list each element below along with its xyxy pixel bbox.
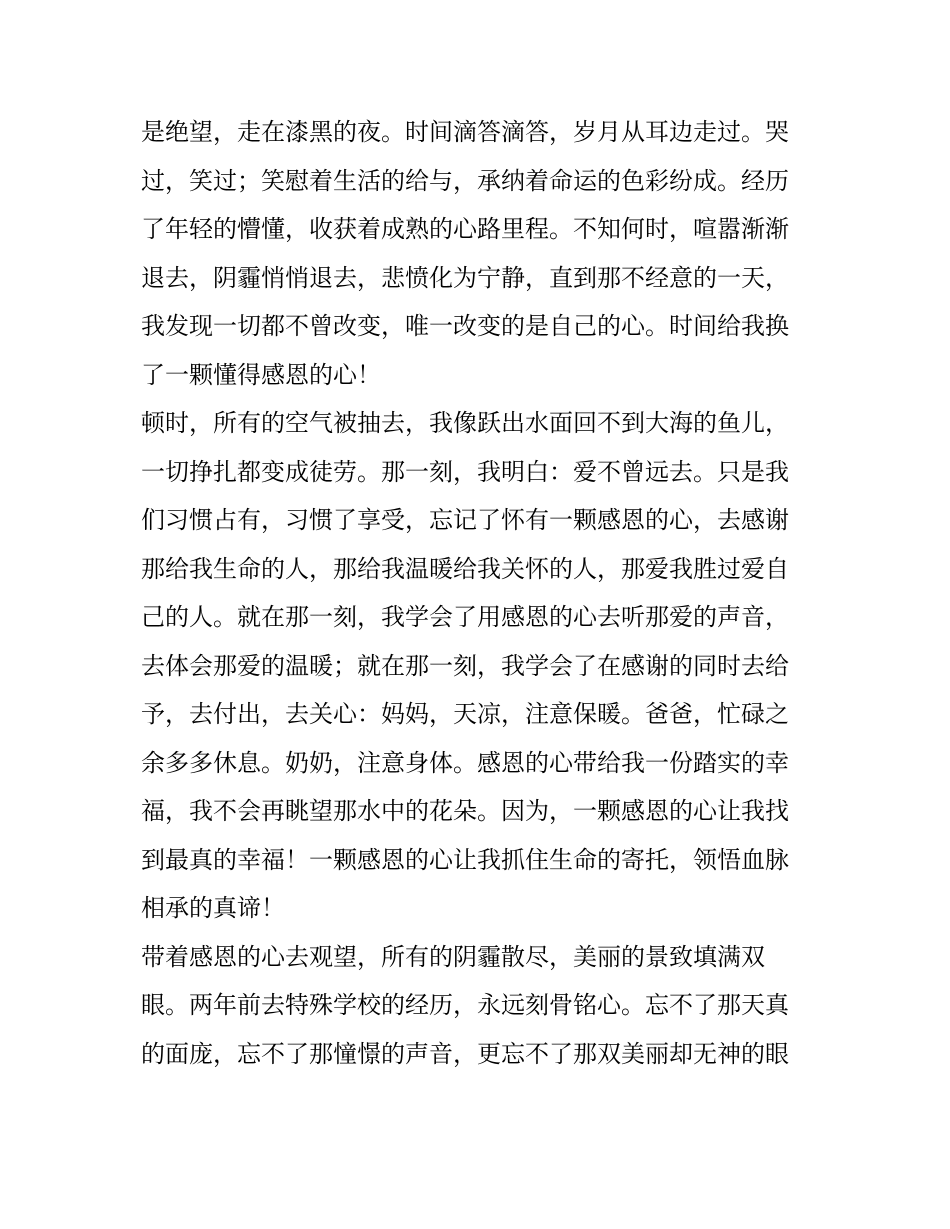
text-line: 己的人。就在那一刻，我学会了用感恩的心去听那爱的声音， <box>141 603 789 631</box>
text-line: 相承的真谛！ <box>141 894 285 922</box>
text-line: 那给我生命的人，那给我温暖给我关怀的人，那爱我胜过爱自 <box>141 554 789 583</box>
text-line: 是绝望，走在漆黑的夜。时间滴答滴答，岁月从耳边走过。哭 <box>141 118 789 146</box>
text-line: 了年轻的懵懂，收获着成熟的心路里程。不知何时，喧嚣渐渐 <box>141 215 789 243</box>
text-line: 去体会那爱的温暖；就在那一刻，我学会了在感谢的同时去给 <box>141 651 789 680</box>
text-line: 的面庞，忘不了那憧憬的声音，更忘不了那双美丽却无神的眼 <box>141 1039 789 1068</box>
text-line: 我发现一切都不曾改变，唯一改变的是自己的心。时间给我换 <box>141 312 789 340</box>
text-line: 过，笑过；笑慰着生活的给与，承纳着命运的色彩纷成。经历 <box>141 166 789 195</box>
text-line: 了一颗懂得感恩的心！ <box>141 360 381 389</box>
body-text <box>141 108 821 1078</box>
text-line: 予，去付出，去关心：妈妈，天凉，注意保暖。爸爸，忙碌之 <box>141 700 789 728</box>
text-line: 顿时，所有的空气被抽去，我像跃出水面回不到大海的鱼儿， <box>141 409 789 437</box>
text-line: 一切挣扎都变成徒劳。那一刻，我明白：爱不曾远去。只是我 <box>141 457 789 486</box>
text-line: 带着感恩的心去观望，所有的阴霾散尽，美丽的景致填满双 <box>141 942 765 971</box>
text-line: 福，我不会再眺望那水中的花朵。因为，一颗感恩的心让我找 <box>141 797 789 825</box>
text-line: 余多多休息。奶奶，注意身体。感恩的心带给我一份踏实的幸 <box>141 748 789 777</box>
text-line: 眼。两年前去特殊学校的经历，永远刻骨铭心。忘不了那天真 <box>141 991 789 1019</box>
text-line: 到最真的幸福！一颗感恩的心让我抓住生命的寄托，领悟血脉 <box>141 845 789 874</box>
text-line: 退去，阴霾悄悄退去，悲愤化为宁静，直到那不经意的一天， <box>141 263 789 292</box>
text-line: 们习惯占有，习惯了享受，忘记了怀有一颗感恩的心，去感谢 <box>141 506 789 534</box>
